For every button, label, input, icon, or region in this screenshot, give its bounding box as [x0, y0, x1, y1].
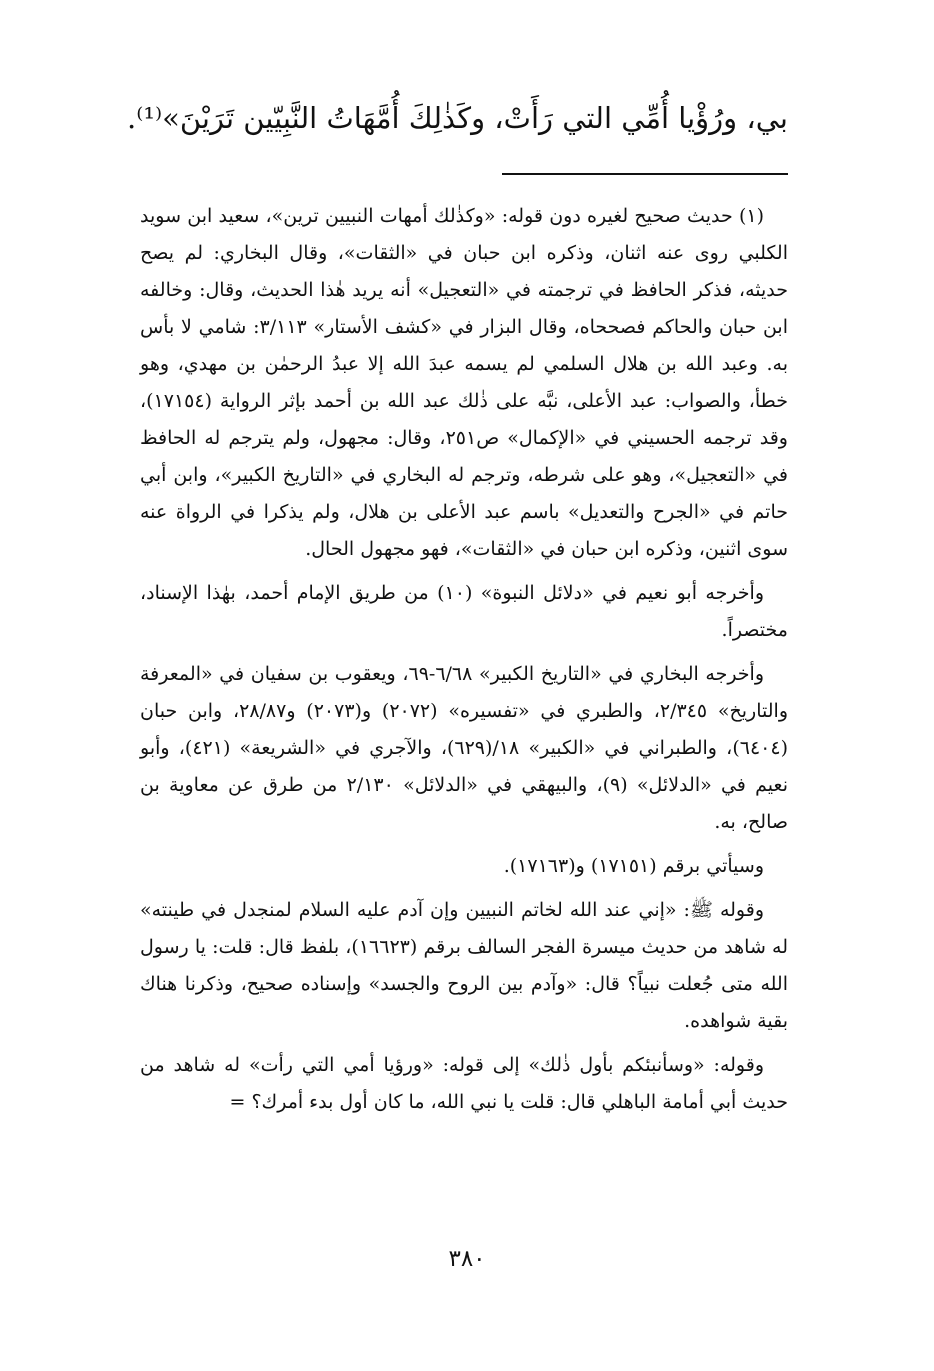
main-text-line: بي، ورُؤْيا أُمِّي التي رَأَتْ، وكَذٰلِكَ أُمَّهَاتُ النَّبِيّين تَرَيْنَ»⁽¹⁾. — [126, 101, 788, 135]
footnotes-section — [140, 198, 788, 1128]
footnote-paragraph-1: (١) حديث صحيح لغيره دون قوله: «وكذٰلك أمهات النبيين ترين»، سعيد ابن سويد الكلبي روى عنه اثنان، وذكره ابن حبان في «الثقات»، وقال البخاري: لم يصح حديثه، فذكر الحافظ في ترجمته في «التعجيل» أنه يريد هٰذا الحديث، وقال: وخالفه ابن حبان والحاكم فصححاه، وقال البزار في «كشف الأستار» ٣/١١٣: شامي لا بأس به. وعبد الله بن هلال السلمي لم يسمه عبدَ الله إلا عبدُ الرحمٰن بن مهدي، وهو خطأ، والصواب: عبد الأعلى، نبَّه على ذٰلك عبد الله بن أحمد بإثر الرواية (١٧١٥٤)، وقد ترجمه الحسيني في «الإكمال» ص٢٥١، وقال: مجهول، ولم يترجم له الحافظ في «التعجيل»، وهو على شرطه، وترجم له البخاري في «التاريخ الكبير»، وابن أبي حاتم في «الجرح والتعديل» باسم عبد الأعلى بن هلال، ولم يذكرا في الرواة عنه سوى اثنين، وذكره ابن حبان في «الثقات»، فهو مجهول الحال. — [140, 205, 788, 560]
footnote-paragraph-6: وقوله: «وسأنبئكم بأول ذٰلك» إلى قوله: «ورؤيا أمي التي رأت» له شاهد من حديث أبي أمامة الباهلي قال: قلت يا نبي الله، ما كان أول بدء أمرك؟ = — [140, 1054, 788, 1113]
page-number: ٣٨٠ — [448, 1246, 486, 1272]
footnote-paragraph-4: وسيأتي برقم (١٧١٥١) و(١٧١٦٣). — [503, 855, 764, 877]
footnote-paragraph-3: وأخرجه البخاري في «التاريخ الكبير» ٦/٦٨-٦٩، ويعقوب بن سفيان في «المعرفة والتاريخ» ٢/٣٤٥، والطبري في «تفسيره» (٢٠٧٢) و(٢٠٧٣) و٢٨/٨٧، وابن حبان (٦٤٠٤)، والطبراني في «الكبير» ١٨/(٦٢٩)، والآجري في «الشريعة» (٤٢١)، وأبو نعيم في «الدلائل» (٩)، والبيهقي في «الدلائل» ٢/١٣٠ من طرق عن معاوية بن صالح، به. — [140, 663, 788, 833]
footnote-paragraph-2: وأخرجه أبو نعيم في «دلائل النبوة» (١٠) من طريق الإمام أحمد، بهٰذا الإسناد، مختصراً. — [140, 582, 788, 641]
footnote-separator-rule — [502, 173, 788, 175]
footnote-paragraph-5: وقوله ﷺ: «إني عند الله لخاتم النبيين وإن آدم عليه السلام لمنجدل في طينته» له شاهد من حديث ميسرة الفجر السالف برقم (١٦٦٢٣)، بلفظ قال: قلت: يا رسول الله متى جُعلت نبياً؟ قال: «وآدم بين الروح والجسد» وإسناده صحيح، وذكرنا هناك بقية شواهده. — [140, 899, 788, 1032]
